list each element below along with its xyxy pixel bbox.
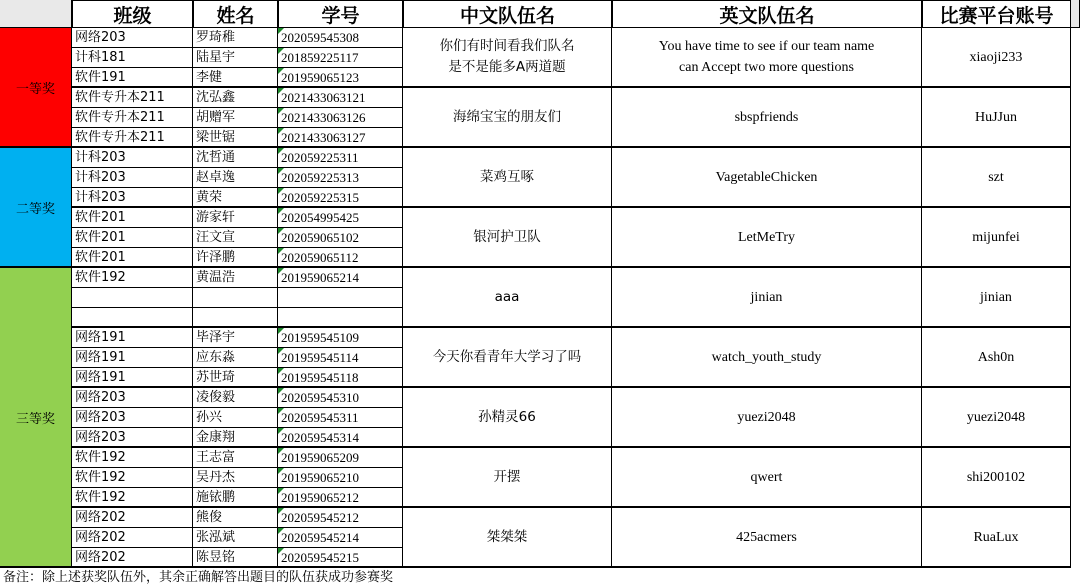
team-en-name-line: VagetableChicken	[715, 169, 818, 185]
team-account-text: yuezi2048	[966, 409, 1026, 425]
member-class: 网络191	[72, 368, 193, 388]
team-cn-name-line: 是不是能多A两道题	[448, 59, 566, 75]
team-cn-name	[403, 448, 612, 508]
member-class: 软件201	[72, 228, 193, 248]
team-cn-name-line: 你们有时间看我们队名	[439, 38, 575, 54]
member-class: 网络202	[72, 528, 193, 548]
member-name: 梁世锯	[193, 128, 278, 148]
team-en-name	[612, 268, 922, 328]
member-name: 张泓斌	[193, 528, 278, 548]
team-en-name-line: can Accept two more questions	[679, 60, 854, 75]
award-third	[0, 268, 72, 568]
column-header-name: 姓名	[193, 0, 278, 28]
team-account-text: RuaLux	[973, 529, 1019, 545]
header-corner-cell	[0, 0, 72, 28]
award-label: 二等奖	[15, 201, 55, 217]
team-en-name	[612, 508, 922, 568]
team-platform-account	[922, 268, 1071, 328]
team-en-name-line: watch_youth_study	[711, 349, 822, 365]
member-student-id: 202059065112	[278, 248, 403, 268]
member-class: 网络203	[72, 28, 193, 48]
column-header-class: 班级	[72, 0, 193, 28]
member-name: 王志富	[193, 448, 278, 468]
team-cn-name-line: 银河护卫队	[473, 228, 541, 245]
team-en-name	[612, 208, 922, 268]
team-platform-account	[922, 388, 1071, 448]
member-student-id: 201959065209	[278, 448, 403, 468]
team-account-text: xiaoji233	[969, 49, 1023, 65]
team-cn-name-line: aaa	[494, 288, 520, 305]
member-student-id: 202059545314	[278, 428, 403, 448]
team-account-text: szt	[988, 169, 1004, 185]
member-class: 计科203	[72, 168, 193, 188]
team-en-name	[612, 448, 922, 508]
member-class: 网络202	[72, 508, 193, 528]
team-en-name-line: sbspfriends	[734, 109, 799, 125]
member-class: 软件专升本211	[72, 88, 193, 108]
member-name: 应东淼	[193, 348, 278, 368]
team-account-text: shi200102	[966, 469, 1026, 485]
member-student-id: 202059545212	[278, 508, 403, 528]
member-student-id: 2021433063127	[278, 128, 403, 148]
member-student-id: 2021433063126	[278, 108, 403, 128]
member-class: 网络203	[72, 388, 193, 408]
column-header-en_team: 英文队伍名	[612, 0, 922, 28]
member-class: 计科203	[72, 188, 193, 208]
team-en-name	[612, 28, 922, 88]
member-student-id: 202059065102	[278, 228, 403, 248]
team-platform-account	[922, 208, 1071, 268]
team-account-text: Ash0n	[977, 349, 1015, 365]
member-student-id: 202059225311	[278, 148, 403, 168]
team-cn-name-line: 孙精灵66	[478, 408, 536, 425]
footnote: 备注：除上述获奖队伍外，其余正确解答出题目的队伍获成功参赛奖	[3, 570, 394, 585]
member-student-id: 201859225117	[278, 48, 403, 68]
member-name: 黄荣	[193, 188, 278, 208]
member-name: 许泽鹏	[193, 248, 278, 268]
team-en-name	[612, 328, 922, 388]
team-platform-account	[922, 328, 1071, 388]
member-name: 苏世琦	[193, 368, 278, 388]
member-class: 软件专升本211	[72, 128, 193, 148]
team-platform-account	[922, 88, 1071, 148]
column-header-id: 学号	[278, 0, 403, 28]
team-platform-account	[922, 448, 1071, 508]
member-class: 网络202	[72, 548, 193, 568]
member-student-id: 201959065214	[278, 268, 403, 288]
column-header-cn_team: 中文队伍名	[403, 0, 612, 28]
team-cn-name	[403, 268, 612, 328]
member-class: 软件专升本211	[72, 108, 193, 128]
member-class: 计科181	[72, 48, 193, 68]
member-class: 网络203	[72, 428, 193, 448]
team-cn-name	[403, 388, 612, 448]
member-student-id: 201959545109	[278, 328, 403, 348]
member-name: 胡赠军	[193, 108, 278, 128]
member-name: 陆星宇	[193, 48, 278, 68]
member-student-id	[278, 288, 403, 308]
team-cn-name	[403, 28, 612, 88]
team-account-text: HuJJun	[974, 109, 1017, 125]
member-name: 汪文宣	[193, 228, 278, 248]
team-en-name-line: yuezi2048	[737, 409, 796, 425]
member-class: 网络191	[72, 328, 193, 348]
member-student-id: 202059545311	[278, 408, 403, 428]
team-en-name-line: You have time to see if our team name	[658, 39, 875, 54]
award-first	[0, 28, 72, 148]
member-name: 毕泽宇	[193, 328, 278, 348]
member-class	[72, 308, 193, 328]
member-student-id: 201959065210	[278, 468, 403, 488]
member-name: 吴丹杰	[193, 468, 278, 488]
member-student-id: 202059225315	[278, 188, 403, 208]
team-cn-name-line: 桀桀桀	[486, 528, 528, 545]
team-cn-name	[403, 328, 612, 388]
team-en-name	[612, 148, 922, 208]
team-account-text: jinian	[980, 289, 1012, 305]
team-en-name-line: qwert	[750, 469, 783, 485]
team-cn-name-line: 开摆	[493, 468, 521, 485]
member-class: 软件192	[72, 448, 193, 468]
member-name: 沈哲通	[193, 148, 278, 168]
team-cn-name	[403, 88, 612, 148]
member-name: 罗琦稚	[193, 28, 278, 48]
team-cn-name-line: 海绵宝宝的朋友们	[453, 108, 561, 125]
team-en-name-line: 425acmers	[736, 529, 797, 545]
member-class: 软件192	[72, 268, 193, 288]
team-cn-name-line: 菜鸡互啄	[480, 168, 534, 185]
award-label: 一等奖	[15, 81, 55, 97]
member-name: 赵卓逸	[193, 168, 278, 188]
member-class	[72, 288, 193, 308]
member-student-id	[278, 308, 403, 328]
member-name	[193, 288, 278, 308]
member-class: 软件192	[72, 468, 193, 488]
member-class: 软件192	[72, 488, 193, 508]
member-name: 施铱鹏	[193, 488, 278, 508]
member-student-id: 201959545118	[278, 368, 403, 388]
member-student-id: 201959065123	[278, 68, 403, 88]
member-name: 凌俊毅	[193, 388, 278, 408]
member-student-id: 202059545310	[278, 388, 403, 408]
team-platform-account	[922, 28, 1071, 88]
team-en-name-line: LetMeTry	[737, 229, 796, 245]
team-en-name-line: jinian	[750, 289, 783, 305]
member-name: 游家轩	[193, 208, 278, 228]
member-student-id: 2021433063121	[278, 88, 403, 108]
team-en-name	[612, 388, 922, 448]
member-class: 网络191	[72, 348, 193, 368]
team-cn-name	[403, 508, 612, 568]
team-cn-name	[403, 148, 612, 208]
member-name	[193, 308, 278, 328]
member-student-id: 201959545114	[278, 348, 403, 368]
member-name: 沈弘鑫	[193, 88, 278, 108]
member-name: 黄温浩	[193, 268, 278, 288]
member-class: 软件201	[72, 208, 193, 228]
member-student-id: 202059225313	[278, 168, 403, 188]
team-cn-name	[403, 208, 612, 268]
column-header-account: 比赛平台账号	[922, 0, 1071, 28]
member-student-id: 202054995425	[278, 208, 403, 228]
member-student-id: 202059545214	[278, 528, 403, 548]
team-account-text: mijunfei	[972, 229, 1020, 245]
team-platform-account	[922, 148, 1071, 208]
team-en-name	[612, 88, 922, 148]
team-cn-name-line: 今天你看青年大学习了吗	[432, 348, 582, 365]
member-name: 金康翔	[193, 428, 278, 448]
award-label: 三等奖	[15, 411, 55, 427]
member-name: 李健	[193, 68, 278, 88]
team-platform-account	[922, 508, 1071, 568]
member-name: 孙兴	[193, 408, 278, 428]
member-name: 熊俊	[193, 508, 278, 528]
member-name: 陈昱铭	[193, 548, 278, 568]
member-class: 软件201	[72, 248, 193, 268]
member-student-id: 202059545215	[278, 548, 403, 568]
member-student-id: 201959065212	[278, 488, 403, 508]
award-second	[0, 148, 72, 268]
member-class: 软件191	[72, 68, 193, 88]
member-class: 计科203	[72, 148, 193, 168]
member-student-id: 202059545308	[278, 28, 403, 48]
header-gap-cell	[1071, 0, 1080, 28]
member-class: 网络203	[72, 408, 193, 428]
